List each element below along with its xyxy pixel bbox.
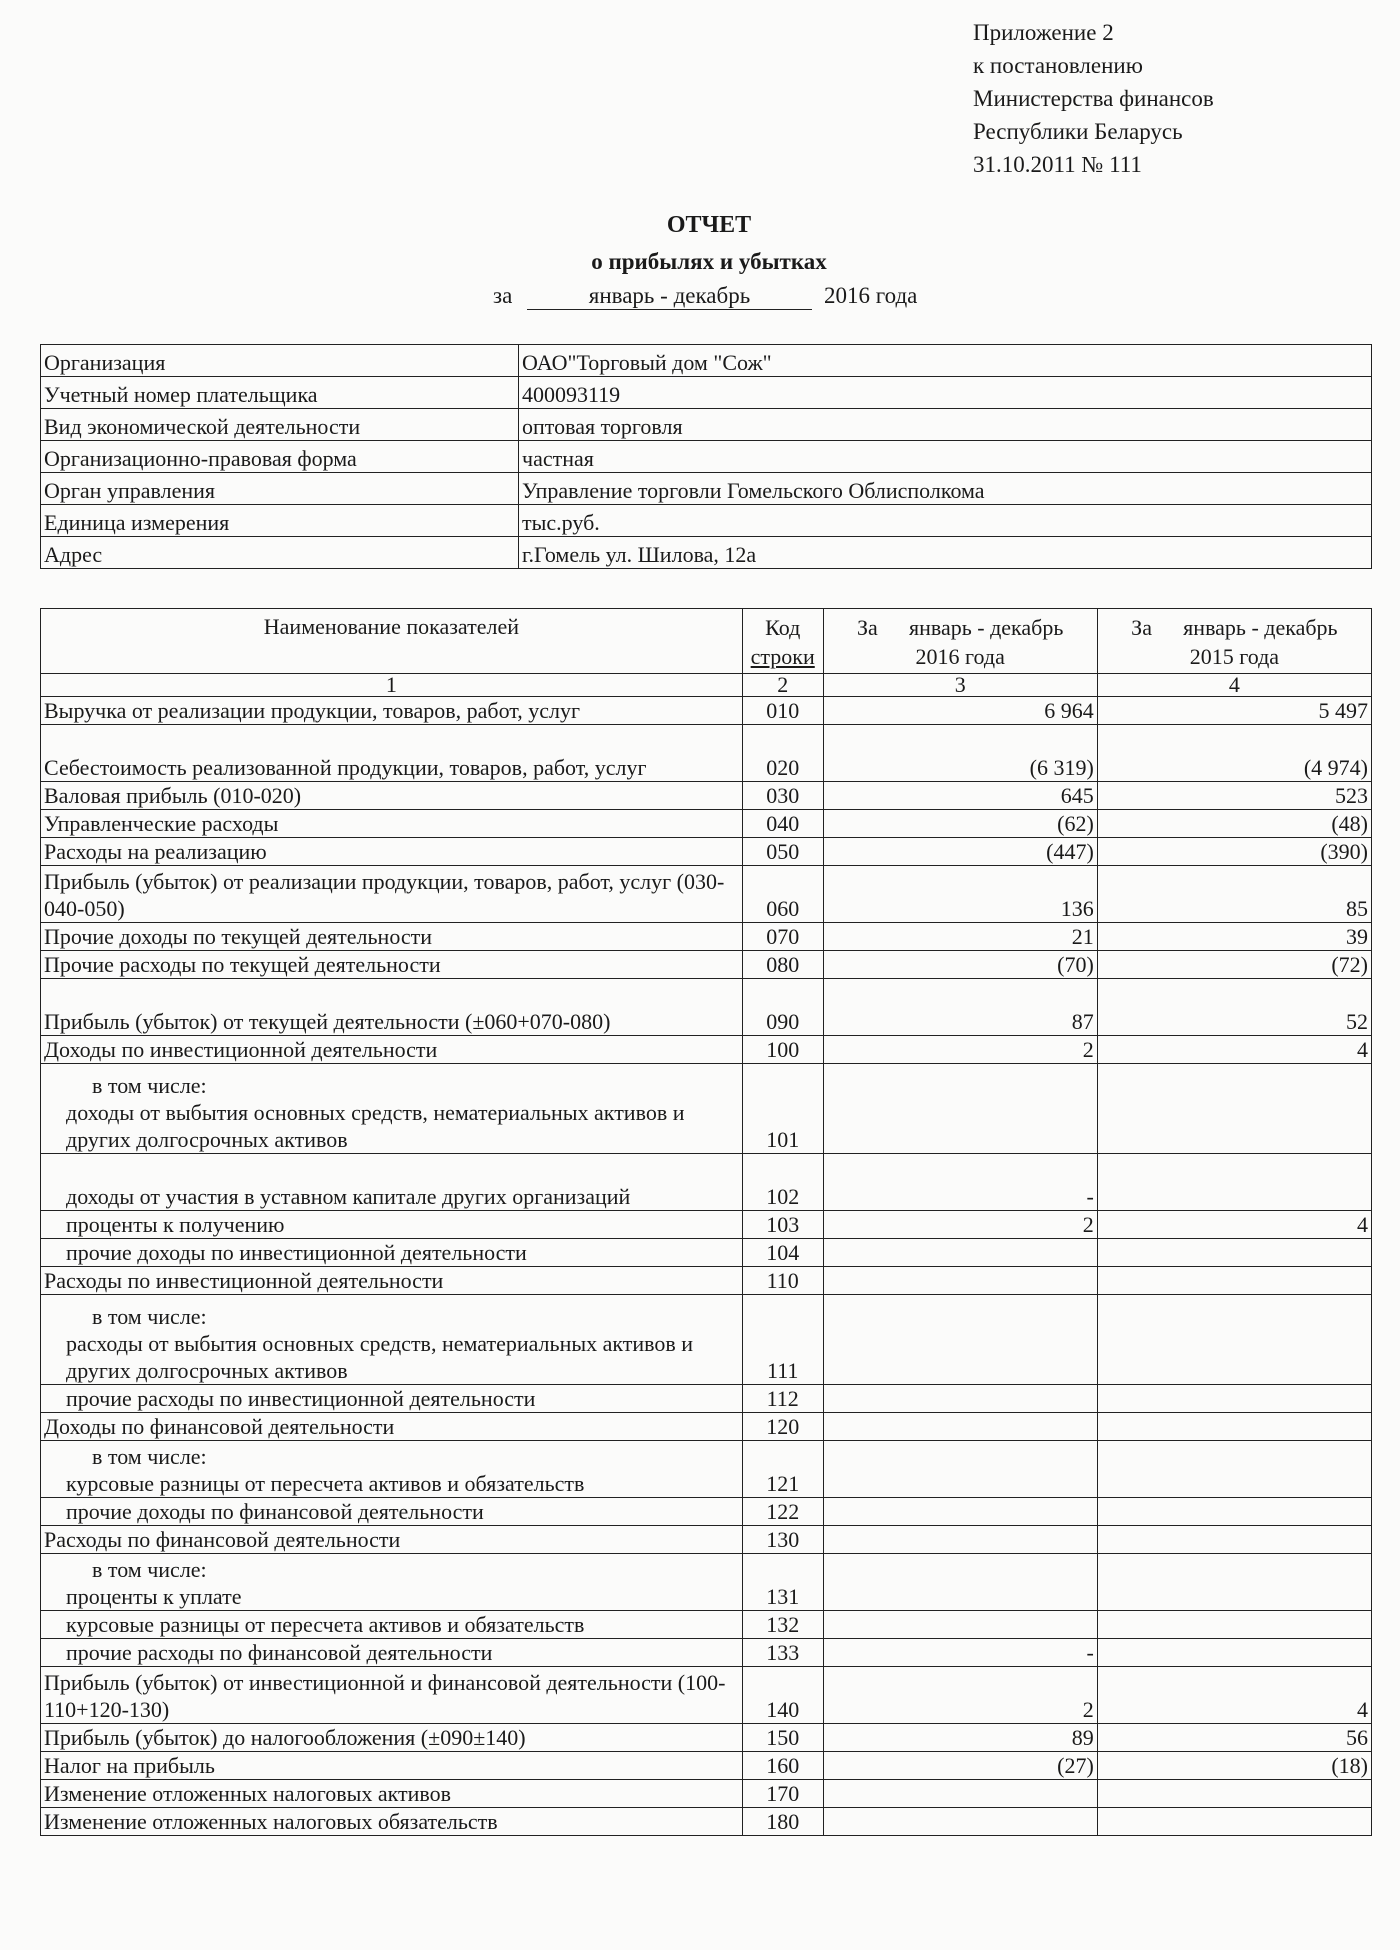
table-row <box>41 838 1372 866</box>
org-info-value: тыс.руб. <box>519 505 1372 537</box>
value-2016 <box>823 1611 1097 1639</box>
line-code: 110 <box>742 1267 823 1295</box>
table-row <box>41 1554 1372 1611</box>
value-2016: 2 <box>823 1667 1097 1724</box>
value-2015 <box>1097 1639 1371 1667</box>
table-row <box>41 951 1372 979</box>
indicator-name <box>41 866 743 923</box>
subgroup-caption: в том числе: <box>92 1557 207 1582</box>
value-2015: 523 <box>1097 782 1371 810</box>
indicator-text: проценты к получению <box>66 1212 285 1237</box>
table-row <box>41 1724 1372 1752</box>
indicator-name <box>41 1239 743 1267</box>
period-months: январь - декабрь <box>527 283 812 310</box>
line-code: 020 <box>742 725 823 782</box>
value-2016 <box>823 1808 1097 1836</box>
table-row <box>41 1211 1372 1239</box>
line-code: 070 <box>742 923 823 951</box>
indicator-text: доходы от выбытия основных средств, нематериальных активов и других долгосрочных активов <box>66 1100 685 1152</box>
indicator-text: курсовые разницы от пересчета активов и обязательств <box>66 1612 585 1637</box>
line-code: 101 <box>742 1064 823 1154</box>
indicator-name <box>41 782 743 810</box>
table-row <box>41 1611 1372 1639</box>
line-code: 122 <box>742 1498 823 1526</box>
report-title: ОТЧЕТ <box>666 212 752 238</box>
value-2015 <box>1097 1441 1371 1498</box>
header-period-2015 <box>1097 609 1371 674</box>
value-2016 <box>823 1239 1097 1267</box>
value-2016 <box>823 1064 1097 1154</box>
appendix-block <box>973 16 1214 181</box>
value-2016 <box>823 1526 1097 1554</box>
value-2015: (72) <box>1097 951 1371 979</box>
line-code: 140 <box>742 1667 823 1724</box>
table-row <box>41 1036 1372 1064</box>
table-row <box>41 1526 1372 1554</box>
line-code: 112 <box>742 1385 823 1413</box>
value-2016 <box>823 1413 1097 1441</box>
value-2016: 87 <box>823 979 1097 1036</box>
column-number: 4 <box>1097 674 1371 697</box>
indicator-name <box>41 1639 743 1667</box>
indicator-text: Себестоимость реализованной продукции, товаров, работ, услуг <box>44 755 647 780</box>
table-row <box>41 697 1372 725</box>
value-2015 <box>1097 1154 1371 1211</box>
indicator-text: Расходы на реализацию <box>44 839 267 864</box>
column-number: 1 <box>41 674 743 697</box>
value-2016: 2 <box>823 1211 1097 1239</box>
line-code: 111 <box>742 1295 823 1385</box>
line-code: 160 <box>742 1752 823 1780</box>
table-row <box>41 1752 1372 1780</box>
org-info-row <box>41 345 1372 377</box>
indicator-name <box>41 979 743 1036</box>
table-row <box>41 1498 1372 1526</box>
line-code: 133 <box>742 1639 823 1667</box>
indicator-name <box>41 1211 743 1239</box>
indicator-name <box>41 1752 743 1780</box>
header-code-line2: строки <box>750 644 815 669</box>
indicator-text: прочие доходы по инвестиционной деятельности <box>66 1240 527 1265</box>
indicator-text: Налог на прибыль <box>44 1753 215 1778</box>
indicator-name <box>41 923 743 951</box>
appendix-line: Приложение 2 <box>973 20 1114 45</box>
period-year: 2016 года <box>824 283 918 308</box>
value-2015: (48) <box>1097 810 1371 838</box>
table-row <box>41 725 1372 782</box>
value-2016 <box>823 1295 1097 1385</box>
org-info-label: Организационно-правовая форма <box>41 441 519 473</box>
indicator-text: курсовые разницы от пересчета активов и обязательств <box>66 1471 585 1496</box>
org-info-label: Вид экономической деятельности <box>41 409 519 441</box>
subgroup-caption: в том числе: <box>92 1073 207 1098</box>
org-info-label: Адрес <box>41 537 519 569</box>
value-2016: - <box>823 1154 1097 1211</box>
line-code: 090 <box>742 979 823 1036</box>
header-2015-za: За <box>1131 615 1152 640</box>
header-2015-year: 2015 года <box>1189 644 1280 669</box>
org-info-label: Орган управления <box>41 473 519 505</box>
indicator-text: Расходы по инвестиционной деятельности <box>44 1268 444 1293</box>
appendix-line: Министерства финансов <box>973 86 1214 111</box>
indicator-name <box>41 838 743 866</box>
table-row <box>41 810 1372 838</box>
column-number: 3 <box>823 674 1097 697</box>
value-2015: 4 <box>1097 1211 1371 1239</box>
value-2015 <box>1097 1295 1371 1385</box>
value-2016: 645 <box>823 782 1097 810</box>
line-code: 132 <box>742 1611 823 1639</box>
indicator-name <box>41 1667 743 1724</box>
indicator-text: Выручка от реализации продукции, товаров, работ, услуг <box>44 698 581 723</box>
value-2016 <box>823 1385 1097 1413</box>
value-2016: (62) <box>823 810 1097 838</box>
line-code: 121 <box>742 1441 823 1498</box>
value-2015 <box>1097 1808 1371 1836</box>
value-2015: 52 <box>1097 979 1371 1036</box>
value-2016 <box>823 1780 1097 1808</box>
header-2016-months: январь - декабрь <box>908 615 1064 640</box>
indicator-text: прочие доходы по финансовой деятельности <box>66 1499 484 1524</box>
header-2016-year: 2016 года <box>915 644 1005 669</box>
indicator-text: Изменение отложенных налоговых активов <box>44 1781 452 1806</box>
indicator-text: доходы от участия в уставном капитале других организаций <box>66 1184 631 1209</box>
header-2015-months: январь - декабрь <box>1183 615 1338 640</box>
indicator-text: Прочие доходы по текущей деятельности <box>44 924 433 949</box>
table-row <box>41 1295 1372 1385</box>
value-2015 <box>1097 1267 1371 1295</box>
value-2016: 6 964 <box>823 697 1097 725</box>
indicator-name <box>41 1154 743 1211</box>
line-code: 030 <box>742 782 823 810</box>
value-2016 <box>823 1554 1097 1611</box>
indicator-name <box>41 1036 743 1064</box>
indicator-name <box>41 1267 743 1295</box>
indicator-text: Доходы по инвестиционной деятельности <box>44 1037 438 1062</box>
org-info-row <box>41 473 1372 505</box>
subgroup-caption: в том числе: <box>92 1444 207 1469</box>
org-info-value: частная <box>519 441 1372 473</box>
value-2015: 4 <box>1097 1036 1371 1064</box>
table-row <box>41 1441 1372 1498</box>
column-number: 2 <box>742 674 823 697</box>
org-info-row <box>41 537 1372 569</box>
indicator-name <box>41 1064 743 1154</box>
value-2016: (6 319) <box>823 725 1097 782</box>
table-row <box>41 1154 1372 1211</box>
report-period <box>493 283 917 310</box>
indicator-name <box>41 1295 743 1385</box>
indicator-name <box>41 1724 743 1752</box>
value-2015: 39 <box>1097 923 1371 951</box>
org-info-row <box>41 441 1372 473</box>
line-code: 130 <box>742 1526 823 1554</box>
indicator-text: Прибыль (убыток) от реализации продукции, товаров, работ, услуг (030-040-050) <box>44 869 725 921</box>
header-2016-za: За <box>856 615 878 640</box>
indicator-name <box>41 1385 743 1413</box>
org-info-row <box>41 505 1372 537</box>
indicator-text: прочие расходы по финансовой деятельности <box>66 1640 493 1665</box>
value-2016: 21 <box>823 923 1097 951</box>
org-info-row <box>41 409 1372 441</box>
indicator-name <box>41 1808 743 1836</box>
org-info-value: оптовая торговля <box>519 409 1372 441</box>
value-2016: 2 <box>823 1036 1097 1064</box>
value-2015: 85 <box>1097 866 1371 923</box>
indicator-text: проценты к уплате <box>66 1584 242 1609</box>
indicator-name <box>41 1780 743 1808</box>
indicator-name <box>41 725 743 782</box>
org-info-label: Единица измерения <box>41 505 519 537</box>
value-2015: (390) <box>1097 838 1371 866</box>
indicator-text: Прибыль (убыток) от текущей деятельности (±060+070-080) <box>44 1009 611 1034</box>
value-2015 <box>1097 1498 1371 1526</box>
period-prefix: за <box>493 283 513 308</box>
line-code: 080 <box>742 951 823 979</box>
header-period-2016 <box>823 609 1097 674</box>
column-numbers-row <box>41 674 1372 697</box>
line-code: 150 <box>742 1724 823 1752</box>
table-row <box>41 866 1372 923</box>
indicator-text: Прочие расходы по текущей деятельности <box>44 952 441 977</box>
indicator-name <box>41 697 743 725</box>
line-code: 104 <box>742 1239 823 1267</box>
table-row <box>41 1808 1372 1836</box>
table-row <box>41 1667 1372 1724</box>
indicator-name <box>41 1554 743 1611</box>
indicator-text: Расходы по финансовой деятельности <box>44 1527 401 1552</box>
table-row <box>41 979 1372 1036</box>
indicator-name <box>41 1498 743 1526</box>
line-code: 170 <box>742 1780 823 1808</box>
org-info-value: ОАО"Торговый дом "Сож" <box>519 345 1372 377</box>
value-2015 <box>1097 1413 1371 1441</box>
value-2016: (70) <box>823 951 1097 979</box>
value-2016: 89 <box>823 1724 1097 1752</box>
value-2015 <box>1097 1554 1371 1611</box>
table-row <box>41 1780 1372 1808</box>
org-info-value: г.Гомель ул. Шилова, 12а <box>519 537 1372 569</box>
indicator-text: расходы от выбытия основных средств, нематериальных активов и других долгосрочных активов <box>66 1331 694 1383</box>
value-2015: 4 <box>1097 1667 1371 1724</box>
subgroup-caption: в том числе: <box>92 1304 207 1329</box>
value-2015 <box>1097 1064 1371 1154</box>
line-code: 040 <box>742 810 823 838</box>
value-2015 <box>1097 1780 1371 1808</box>
table-row <box>41 1639 1372 1667</box>
organization-info-table <box>40 344 1372 569</box>
indicator-text: прочие расходы по инвестиционной деятельности <box>66 1386 536 1411</box>
org-info-value: 400093119 <box>519 377 1372 409</box>
table-row <box>41 1064 1372 1154</box>
indicator-name <box>41 810 743 838</box>
report-subtitle: о прибылях и убытках <box>591 249 827 274</box>
line-code: 060 <box>742 866 823 923</box>
value-2016: 136 <box>823 866 1097 923</box>
org-info-value: Управление торговли Гомельского Облисполкома <box>519 473 1372 505</box>
indicator-text: Изменение отложенных налоговых обязательств <box>44 1809 498 1834</box>
value-2015 <box>1097 1526 1371 1554</box>
value-2016 <box>823 1267 1097 1295</box>
value-2015: (18) <box>1097 1752 1371 1780</box>
org-info-row <box>41 377 1372 409</box>
line-code: 131 <box>742 1554 823 1611</box>
indicator-text: Управленческие расходы <box>44 811 279 836</box>
line-code: 103 <box>742 1211 823 1239</box>
value-2016: (27) <box>823 1752 1097 1780</box>
table-row <box>41 782 1372 810</box>
value-2015: (4 974) <box>1097 725 1371 782</box>
indicator-text: Валовая прибыль (010-020) <box>44 783 302 808</box>
profit-loss-table <box>40 608 1372 1836</box>
appendix-line: 31.10.2011 № 111 <box>973 152 1142 177</box>
value-2015 <box>1097 1385 1371 1413</box>
indicator-name <box>41 951 743 979</box>
org-info-label: Учетный номер плательщика <box>41 377 519 409</box>
table-row <box>41 1267 1372 1295</box>
indicator-name <box>41 1526 743 1554</box>
table-row <box>41 1385 1372 1413</box>
header-code <box>742 609 823 674</box>
header-code-line1: Код <box>765 615 801 640</box>
line-code: 100 <box>742 1036 823 1064</box>
line-code: 050 <box>742 838 823 866</box>
value-2016 <box>823 1498 1097 1526</box>
indicator-text: Прибыль (убыток) до налогообложения (±090±140) <box>44 1725 526 1750</box>
indicator-text: Доходы по финансовой деятельности <box>44 1414 395 1439</box>
appendix-line: Республики Беларусь <box>973 119 1183 144</box>
appendix-line: к постановлению <box>973 53 1143 78</box>
table-row <box>41 1239 1372 1267</box>
table-header-row <box>41 609 1372 674</box>
line-code: 010 <box>742 697 823 725</box>
table-row <box>41 1413 1372 1441</box>
value-2016 <box>823 1441 1097 1498</box>
header-name: Наименование показателей <box>41 609 743 674</box>
value-2015 <box>1097 1239 1371 1267</box>
table-row <box>41 923 1372 951</box>
value-2015 <box>1097 1611 1371 1639</box>
line-code: 120 <box>742 1413 823 1441</box>
org-info-label: Организация <box>41 345 519 377</box>
value-2016: (447) <box>823 838 1097 866</box>
indicator-name <box>41 1611 743 1639</box>
value-2015: 56 <box>1097 1724 1371 1752</box>
value-2016: - <box>823 1639 1097 1667</box>
line-code: 180 <box>742 1808 823 1836</box>
indicator-name <box>41 1413 743 1441</box>
indicator-text: Прибыль (убыток) от инвестиционной и финансовой деятельности (100-110+120-130) <box>44 1670 726 1722</box>
value-2015: 5 497 <box>1097 697 1371 725</box>
line-code: 102 <box>742 1154 823 1211</box>
indicator-name <box>41 1441 743 1498</box>
